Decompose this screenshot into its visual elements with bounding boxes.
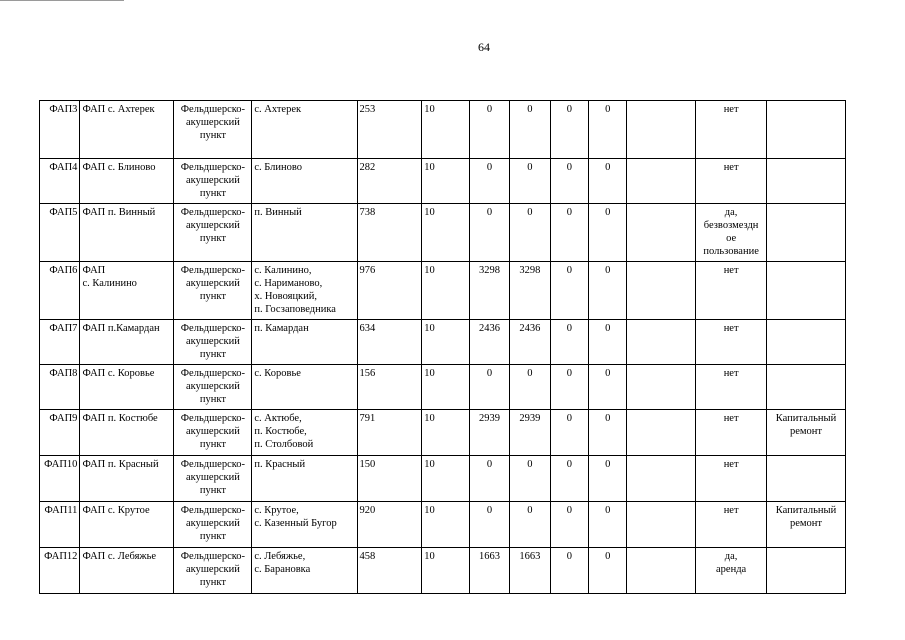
value-col-5: 0 [589, 502, 627, 548]
facility-code: ФАП3 [40, 101, 80, 159]
remark [767, 365, 846, 410]
remark [767, 548, 846, 594]
facilities-table [39, 100, 846, 594]
table-row [40, 548, 846, 594]
value-col-1: 10 [422, 410, 470, 456]
value-col-3: 0 [510, 365, 550, 410]
table-row [40, 262, 846, 320]
value-col-3: 0 [510, 159, 550, 204]
table-row [40, 204, 846, 262]
value-col-5: 0 [589, 204, 627, 262]
value-col-5: 0 [589, 159, 627, 204]
population-value: 976 [357, 262, 422, 320]
remark [767, 159, 846, 204]
facility-name: ФАП с. Коровье [80, 365, 174, 410]
value-col-6 [627, 502, 696, 548]
value-col-1: 10 [422, 502, 470, 548]
ownership-status: нет [696, 365, 767, 410]
facility-type: Фельдшерско- акушерский пункт [174, 262, 252, 320]
facility-name: ФАП с. Калинино [80, 262, 174, 320]
value-col-4: 0 [550, 320, 588, 365]
population-value: 791 [357, 410, 422, 456]
value-col-2: 0 [469, 456, 509, 502]
facility-code: ФАП12 [40, 548, 80, 594]
value-col-6 [627, 101, 696, 159]
served-settlements: с. Блиново [252, 159, 357, 204]
table-row [40, 410, 846, 456]
value-col-4: 0 [550, 365, 588, 410]
population-value: 253 [357, 101, 422, 159]
table-row [40, 159, 846, 204]
ownership-status: нет [696, 456, 767, 502]
value-col-3: 0 [510, 502, 550, 548]
ownership-status: нет [696, 320, 767, 365]
value-col-5: 0 [589, 365, 627, 410]
remark: Капитальный ремонт [767, 410, 846, 456]
top-rule [0, 0, 124, 1]
value-col-6 [627, 204, 696, 262]
facility-code: ФАП4 [40, 159, 80, 204]
facility-name: ФАП с. Блиново [80, 159, 174, 204]
value-col-3: 1663 [510, 548, 550, 594]
remark [767, 204, 846, 262]
facility-code: ФАП11 [40, 502, 80, 548]
facility-code: ФАП7 [40, 320, 80, 365]
served-settlements: с. Актюбе, п. Костюбе, п. Столбовой [252, 410, 357, 456]
value-col-3: 2939 [510, 410, 550, 456]
served-settlements: п. Красный [252, 456, 357, 502]
served-settlements: п. Винный [252, 204, 357, 262]
ownership-status: да, аренда [696, 548, 767, 594]
value-col-4: 0 [550, 159, 588, 204]
value-col-2: 0 [469, 159, 509, 204]
facility-code: ФАП8 [40, 365, 80, 410]
value-col-2: 0 [469, 365, 509, 410]
remark [767, 456, 846, 502]
value-col-1: 10 [422, 320, 470, 365]
value-col-5: 0 [589, 410, 627, 456]
value-col-1: 10 [422, 101, 470, 159]
value-col-4: 0 [550, 502, 588, 548]
value-col-3: 3298 [510, 262, 550, 320]
facility-code: ФАП10 [40, 456, 80, 502]
value-col-1: 10 [422, 456, 470, 502]
value-col-5: 0 [589, 320, 627, 365]
value-col-6 [627, 320, 696, 365]
ownership-status: нет [696, 262, 767, 320]
facility-name: ФАП с. Крутое [80, 502, 174, 548]
population-value: 920 [357, 502, 422, 548]
value-col-3: 0 [510, 456, 550, 502]
served-settlements: с. Крутое, с. Казенный Бугор [252, 502, 357, 548]
table-row [40, 320, 846, 365]
value-col-6 [627, 159, 696, 204]
remark [767, 262, 846, 320]
value-col-2: 1663 [469, 548, 509, 594]
page-number: 64 [478, 40, 490, 54]
population-value: 150 [357, 456, 422, 502]
served-settlements: с. Калинино, с. Нариманово, х. Новояцкий, п. Госзаповедника [252, 262, 357, 320]
ownership-status: нет [696, 410, 767, 456]
value-col-2: 2939 [469, 410, 509, 456]
value-col-6 [627, 262, 696, 320]
value-col-5: 0 [589, 101, 627, 159]
value-col-3: 2436 [510, 320, 550, 365]
facility-name: ФАП п. Красный [80, 456, 174, 502]
value-col-2: 3298 [469, 262, 509, 320]
facility-name: ФАП п. Винный [80, 204, 174, 262]
facility-type: Фельдшерско- акушерский пункт [174, 548, 252, 594]
facility-type: Фельдшерско- акушерский пункт [174, 456, 252, 502]
population-value: 458 [357, 548, 422, 594]
facility-type: Фельдшерско- акушерский пункт [174, 159, 252, 204]
value-col-4: 0 [550, 101, 588, 159]
value-col-1: 10 [422, 365, 470, 410]
table-row [40, 456, 846, 502]
value-col-6 [627, 456, 696, 502]
value-col-3: 0 [510, 204, 550, 262]
facility-name: ФАП с. Лебяжье [80, 548, 174, 594]
facility-code: ФАП9 [40, 410, 80, 456]
facility-type: Фельдшерско- акушерский пункт [174, 502, 252, 548]
value-col-3: 0 [510, 101, 550, 159]
value-col-5: 0 [589, 456, 627, 502]
facility-type: Фельдшерско- акушерский пункт [174, 410, 252, 456]
facility-name: ФАП п.Камардан [80, 320, 174, 365]
ownership-status: нет [696, 101, 767, 159]
value-col-6 [627, 365, 696, 410]
table-body [40, 101, 846, 594]
facility-type: Фельдшерско- акушерский пункт [174, 365, 252, 410]
facility-type: Фельдшерско- акушерский пункт [174, 101, 252, 159]
facility-code: ФАП5 [40, 204, 80, 262]
remark [767, 320, 846, 365]
served-settlements: с. Лебяжье, с. Барановка [252, 548, 357, 594]
facility-code: ФАП6 [40, 262, 80, 320]
population-value: 634 [357, 320, 422, 365]
facility-type: Фельдшерско- акушерский пункт [174, 204, 252, 262]
value-col-2: 0 [469, 204, 509, 262]
value-col-4: 0 [550, 204, 588, 262]
table-row [40, 101, 846, 159]
value-col-2: 2436 [469, 320, 509, 365]
value-col-4: 0 [550, 548, 588, 594]
population-value: 282 [357, 159, 422, 204]
ownership-status: нет [696, 159, 767, 204]
value-col-1: 10 [422, 204, 470, 262]
table-row [40, 502, 846, 548]
remark: Капитальный ремонт [767, 502, 846, 548]
facility-name: ФАП п. Костюбе [80, 410, 174, 456]
value-col-2: 0 [469, 502, 509, 548]
facility-type: Фельдшерско- акушерский пункт [174, 320, 252, 365]
value-col-2: 0 [469, 101, 509, 159]
value-col-1: 10 [422, 262, 470, 320]
facility-name: ФАП с. Ахтерек [80, 101, 174, 159]
remark [767, 101, 846, 159]
served-settlements: п. Камардан [252, 320, 357, 365]
table-row [40, 365, 846, 410]
value-col-5: 0 [589, 262, 627, 320]
value-col-1: 10 [422, 548, 470, 594]
value-col-6 [627, 410, 696, 456]
population-value: 738 [357, 204, 422, 262]
value-col-4: 0 [550, 410, 588, 456]
population-value: 156 [357, 365, 422, 410]
ownership-status: да, безвозмездн ое пользование [696, 204, 767, 262]
value-col-6 [627, 548, 696, 594]
value-col-4: 0 [550, 262, 588, 320]
value-col-1: 10 [422, 159, 470, 204]
served-settlements: с. Коровье [252, 365, 357, 410]
ownership-status: нет [696, 502, 767, 548]
served-settlements: с. Ахтерек [252, 101, 357, 159]
value-col-4: 0 [550, 456, 588, 502]
value-col-5: 0 [589, 548, 627, 594]
